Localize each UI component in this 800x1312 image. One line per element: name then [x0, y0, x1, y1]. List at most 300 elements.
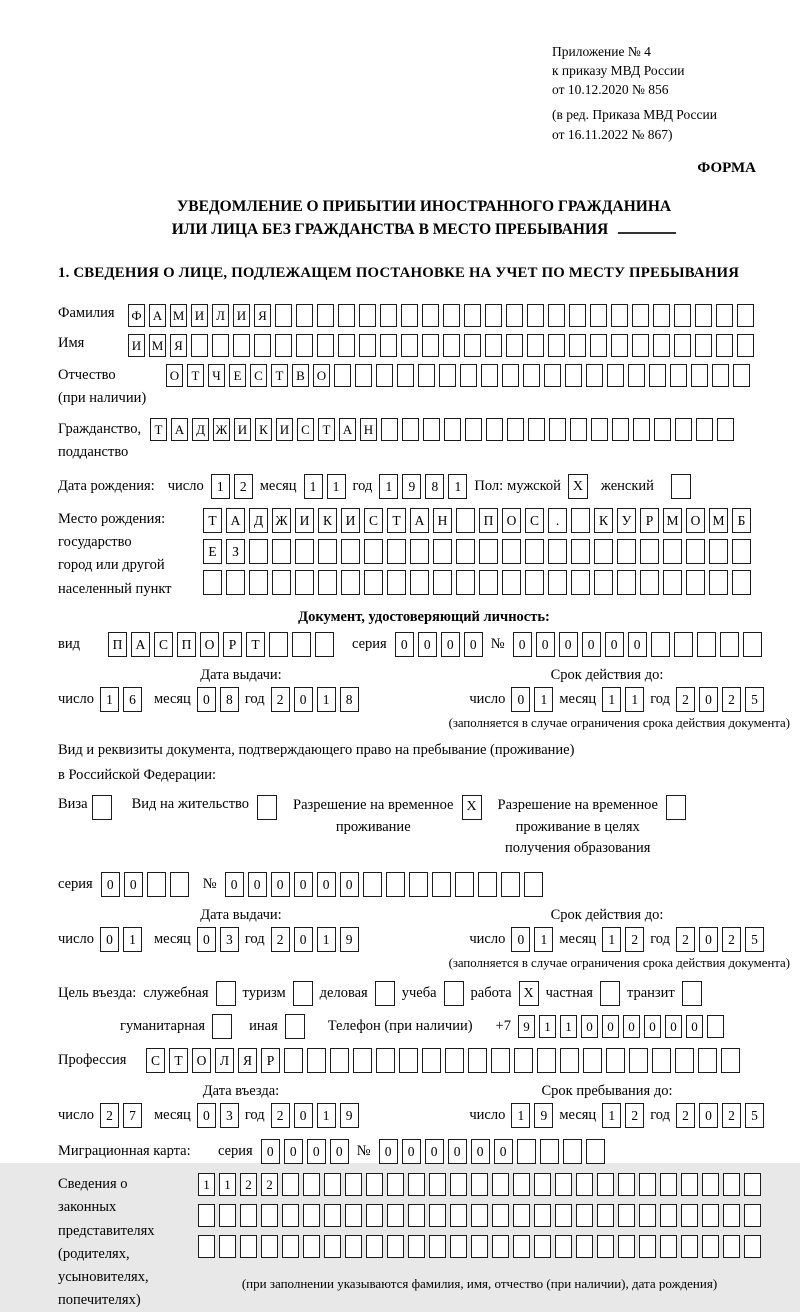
- char-box[interactable]: 1: [379, 474, 398, 499]
- char-box[interactable]: 0: [511, 687, 530, 712]
- char-box[interactable]: 0: [511, 927, 530, 952]
- char-box[interactable]: А: [339, 418, 356, 441]
- char-box[interactable]: 2: [100, 1103, 119, 1128]
- char-box[interactable]: X: [519, 981, 539, 1006]
- char-box[interactable]: [433, 539, 452, 564]
- char-box[interactable]: Ж: [213, 418, 230, 441]
- char-box[interactable]: 5: [745, 927, 764, 952]
- char-box[interactable]: 1: [602, 1103, 621, 1128]
- char-box[interactable]: 0: [605, 632, 624, 657]
- char-box[interactable]: [675, 418, 692, 441]
- purpose-official-checkbox[interactable]: [216, 981, 236, 1006]
- char-box[interactable]: [147, 872, 166, 897]
- purpose-other-checkbox[interactable]: [285, 1014, 305, 1039]
- char-box[interactable]: С: [297, 418, 314, 441]
- char-box[interactable]: [695, 304, 712, 327]
- char-box[interactable]: [691, 364, 708, 387]
- char-box[interactable]: Т: [271, 364, 288, 387]
- char-box[interactable]: О: [686, 508, 705, 533]
- char-box[interactable]: 1: [198, 1173, 215, 1196]
- char-box[interactable]: [670, 364, 687, 387]
- char-box[interactable]: [696, 418, 713, 441]
- char-box[interactable]: Ж: [272, 508, 291, 533]
- char-box[interactable]: [549, 418, 566, 441]
- char-box[interactable]: 0: [536, 632, 555, 657]
- char-box[interactable]: 0: [464, 632, 483, 657]
- char-box[interactable]: Т: [203, 508, 222, 533]
- char-box[interactable]: [555, 1173, 572, 1196]
- doc-number-boxes[interactable]: [513, 632, 762, 657]
- char-box[interactable]: [479, 570, 498, 595]
- char-box[interactable]: [275, 334, 292, 357]
- char-box[interactable]: [410, 570, 429, 595]
- char-box[interactable]: [444, 418, 461, 441]
- char-box[interactable]: [478, 872, 497, 897]
- char-box[interactable]: [633, 418, 650, 441]
- char-box[interactable]: 0: [100, 927, 119, 952]
- char-box[interactable]: [702, 1204, 719, 1227]
- birth-place-row2[interactable]: [203, 539, 751, 564]
- char-box[interactable]: [303, 1173, 320, 1196]
- char-box[interactable]: 2: [240, 1173, 257, 1196]
- char-box[interactable]: 0: [379, 1139, 398, 1164]
- char-box[interactable]: 1: [602, 927, 621, 952]
- char-box[interactable]: [401, 304, 418, 327]
- char-box[interactable]: [712, 364, 729, 387]
- permit-issue-day-boxes[interactable]: [100, 927, 142, 952]
- representatives-row2[interactable]: [198, 1204, 761, 1227]
- char-box[interactable]: [481, 364, 498, 387]
- char-box[interactable]: 3: [220, 927, 239, 952]
- char-box[interactable]: [363, 872, 382, 897]
- char-box[interactable]: [548, 334, 565, 357]
- char-box[interactable]: [732, 539, 751, 564]
- char-box[interactable]: А: [171, 418, 188, 441]
- char-box[interactable]: [686, 570, 705, 595]
- char-box[interactable]: П: [177, 632, 196, 657]
- surname-boxes[interactable]: [128, 304, 754, 327]
- char-box[interactable]: [422, 304, 439, 327]
- char-box[interactable]: 9: [518, 1015, 535, 1038]
- char-box[interactable]: [444, 981, 464, 1006]
- char-box[interactable]: И: [295, 508, 314, 533]
- char-box[interactable]: [282, 1235, 299, 1258]
- char-box[interactable]: [534, 1235, 551, 1258]
- char-box[interactable]: [464, 334, 481, 357]
- char-box[interactable]: 1: [317, 1103, 336, 1128]
- char-box[interactable]: [422, 1048, 441, 1073]
- char-box[interactable]: 0: [623, 1015, 640, 1038]
- sex-male-checkbox[interactable]: [568, 474, 588, 499]
- char-box[interactable]: [632, 334, 649, 357]
- char-box[interactable]: [653, 334, 670, 357]
- purpose-transit-checkbox[interactable]: [682, 981, 702, 1006]
- char-box[interactable]: 0: [582, 632, 601, 657]
- char-box[interactable]: Т: [246, 632, 265, 657]
- char-box[interactable]: [675, 1048, 694, 1073]
- char-box[interactable]: 0: [261, 1139, 280, 1164]
- char-box[interactable]: 9: [534, 1103, 553, 1128]
- char-box[interactable]: [517, 1139, 536, 1164]
- char-box[interactable]: [555, 1235, 572, 1258]
- char-box[interactable]: [261, 1235, 278, 1258]
- char-box[interactable]: [502, 539, 521, 564]
- char-box[interactable]: [233, 334, 250, 357]
- char-box[interactable]: 0: [330, 1139, 349, 1164]
- char-box[interactable]: Е: [203, 539, 222, 564]
- issue-year-boxes[interactable]: [271, 687, 359, 712]
- char-box[interactable]: [216, 981, 236, 1006]
- char-box[interactable]: [443, 304, 460, 327]
- char-box[interactable]: 0: [471, 1139, 490, 1164]
- char-box[interactable]: 2: [625, 1103, 644, 1128]
- char-box[interactable]: 1: [539, 1015, 556, 1038]
- char-box[interactable]: И: [128, 334, 145, 357]
- char-box[interactable]: 2: [676, 687, 695, 712]
- valid-day-boxes[interactable]: [511, 687, 553, 712]
- char-box[interactable]: [560, 1048, 579, 1073]
- char-box[interactable]: 5: [745, 1103, 764, 1128]
- char-box[interactable]: [455, 872, 474, 897]
- char-box[interactable]: [386, 872, 405, 897]
- char-box[interactable]: [686, 539, 705, 564]
- char-box[interactable]: [576, 1204, 593, 1227]
- char-box[interactable]: [330, 1048, 349, 1073]
- char-box[interactable]: [355, 364, 372, 387]
- char-box[interactable]: 2: [625, 927, 644, 952]
- char-box[interactable]: 1: [317, 687, 336, 712]
- char-box[interactable]: [743, 632, 762, 657]
- char-box[interactable]: 2: [234, 474, 253, 499]
- char-box[interactable]: [640, 539, 659, 564]
- char-box[interactable]: [537, 1048, 556, 1073]
- char-box[interactable]: 2: [676, 1103, 695, 1128]
- citizenship-boxes[interactable]: [150, 418, 734, 441]
- char-box[interactable]: [586, 364, 603, 387]
- char-box[interactable]: 0: [248, 872, 267, 897]
- char-box[interactable]: [450, 1173, 467, 1196]
- char-box[interactable]: [408, 1204, 425, 1227]
- char-box[interactable]: [364, 570, 383, 595]
- char-box[interactable]: [460, 364, 477, 387]
- char-box[interactable]: [628, 364, 645, 387]
- char-box[interactable]: А: [410, 508, 429, 533]
- char-box[interactable]: [295, 570, 314, 595]
- char-box[interactable]: 1: [327, 474, 346, 499]
- stay-year-boxes[interactable]: [676, 1103, 764, 1128]
- char-box[interactable]: [744, 1204, 761, 1227]
- char-box[interactable]: [345, 1204, 362, 1227]
- char-box[interactable]: [674, 334, 691, 357]
- char-box[interactable]: 1: [534, 927, 553, 952]
- char-box[interactable]: 0: [665, 1015, 682, 1038]
- char-box[interactable]: 1: [100, 687, 119, 712]
- stay-month-boxes[interactable]: [602, 1103, 644, 1128]
- char-box[interactable]: [640, 570, 659, 595]
- char-box[interactable]: [663, 539, 682, 564]
- char-box[interactable]: Т: [318, 418, 335, 441]
- char-box[interactable]: А: [149, 304, 166, 327]
- char-box[interactable]: X: [462, 795, 482, 820]
- char-box[interactable]: [576, 1235, 593, 1258]
- char-box[interactable]: [318, 570, 337, 595]
- migration-series-boxes[interactable]: [261, 1139, 349, 1164]
- char-box[interactable]: [527, 304, 544, 327]
- char-box[interactable]: 2: [271, 687, 290, 712]
- char-box[interactable]: [429, 1173, 446, 1196]
- char-box[interactable]: 0: [124, 872, 143, 897]
- char-box[interactable]: [721, 1048, 740, 1073]
- char-box[interactable]: [501, 872, 520, 897]
- char-box[interactable]: М: [663, 508, 682, 533]
- char-box[interactable]: [409, 872, 428, 897]
- char-box[interactable]: [359, 334, 376, 357]
- char-box[interactable]: [397, 364, 414, 387]
- char-box[interactable]: Б: [732, 508, 751, 533]
- char-box[interactable]: 8: [425, 474, 444, 499]
- char-box[interactable]: [513, 1173, 530, 1196]
- char-box[interactable]: [285, 1014, 305, 1039]
- char-box[interactable]: 8: [340, 687, 359, 712]
- char-box[interactable]: [324, 1204, 341, 1227]
- char-box[interactable]: [607, 364, 624, 387]
- char-box[interactable]: С: [525, 508, 544, 533]
- char-box[interactable]: [275, 304, 292, 327]
- char-box[interactable]: 2: [271, 1103, 290, 1128]
- char-box[interactable]: [744, 1235, 761, 1258]
- char-box[interactable]: 0: [581, 1015, 598, 1038]
- char-box[interactable]: [334, 364, 351, 387]
- char-box[interactable]: 1: [560, 1015, 577, 1038]
- char-box[interactable]: П: [479, 508, 498, 533]
- char-box[interactable]: 0: [602, 1015, 619, 1038]
- char-box[interactable]: [296, 334, 313, 357]
- char-box[interactable]: З: [226, 539, 245, 564]
- char-box[interactable]: [422, 334, 439, 357]
- char-box[interactable]: Н: [433, 508, 452, 533]
- char-box[interactable]: 0: [294, 687, 313, 712]
- char-box[interactable]: 0: [699, 1103, 718, 1128]
- char-box[interactable]: [317, 304, 334, 327]
- char-box[interactable]: 1: [448, 474, 467, 499]
- char-box[interactable]: 0: [294, 1103, 313, 1128]
- char-box[interactable]: И: [276, 418, 293, 441]
- char-box[interactable]: [571, 570, 590, 595]
- stay-day-boxes[interactable]: [511, 1103, 553, 1128]
- doc-series-boxes[interactable]: [395, 632, 483, 657]
- char-box[interactable]: [674, 304, 691, 327]
- char-box[interactable]: [716, 334, 733, 357]
- birth-place-row3[interactable]: [203, 570, 751, 595]
- issue-day-boxes[interactable]: [100, 687, 142, 712]
- char-box[interactable]: [618, 1204, 635, 1227]
- char-box[interactable]: [492, 1173, 509, 1196]
- char-box[interactable]: [654, 418, 671, 441]
- char-box[interactable]: [702, 1173, 719, 1196]
- char-box[interactable]: [506, 304, 523, 327]
- char-box[interactable]: С: [146, 1048, 165, 1073]
- char-box[interactable]: [618, 1173, 635, 1196]
- char-box[interactable]: 0: [395, 632, 414, 657]
- char-box[interactable]: И: [341, 508, 360, 533]
- char-box[interactable]: [376, 1048, 395, 1073]
- char-box[interactable]: К: [318, 508, 337, 533]
- char-box[interactable]: О: [313, 364, 330, 387]
- char-box[interactable]: [468, 1048, 487, 1073]
- char-box[interactable]: 6: [123, 687, 142, 712]
- char-box[interactable]: Р: [223, 632, 242, 657]
- char-box[interactable]: 9: [402, 474, 421, 499]
- char-box[interactable]: 0: [317, 872, 336, 897]
- char-box[interactable]: [666, 795, 686, 820]
- char-box[interactable]: 1: [511, 1103, 530, 1128]
- char-box[interactable]: [594, 570, 613, 595]
- char-box[interactable]: 0: [699, 687, 718, 712]
- char-box[interactable]: Я: [170, 334, 187, 357]
- representatives-row3[interactable]: [198, 1235, 761, 1258]
- char-box[interactable]: [465, 418, 482, 441]
- char-box[interactable]: [594, 539, 613, 564]
- char-box[interactable]: [639, 1235, 656, 1258]
- char-box[interactable]: [303, 1235, 320, 1258]
- char-box[interactable]: 0: [494, 1139, 513, 1164]
- purpose-tourism-checkbox[interactable]: [293, 981, 313, 1006]
- char-box[interactable]: [555, 1204, 572, 1227]
- char-box[interactable]: [433, 570, 452, 595]
- char-box[interactable]: 0: [197, 927, 216, 952]
- char-box[interactable]: 1: [602, 687, 621, 712]
- char-box[interactable]: [544, 364, 561, 387]
- char-box[interactable]: [611, 334, 628, 357]
- char-box[interactable]: [380, 304, 397, 327]
- char-box[interactable]: 0: [448, 1139, 467, 1164]
- char-box[interactable]: 0: [441, 632, 460, 657]
- char-box[interactable]: [212, 334, 229, 357]
- char-box[interactable]: [652, 1048, 671, 1073]
- char-box[interactable]: [380, 334, 397, 357]
- representatives-row1[interactable]: [198, 1173, 761, 1196]
- char-box[interactable]: [548, 304, 565, 327]
- char-box[interactable]: [723, 1204, 740, 1227]
- char-box[interactable]: [697, 632, 716, 657]
- char-box[interactable]: 0: [101, 872, 120, 897]
- char-box[interactable]: [429, 1235, 446, 1258]
- char-box[interactable]: [606, 1048, 625, 1073]
- char-box[interactable]: [418, 364, 435, 387]
- char-box[interactable]: 5: [745, 687, 764, 712]
- char-box[interactable]: [282, 1173, 299, 1196]
- char-box[interactable]: [597, 1204, 614, 1227]
- char-box[interactable]: [695, 334, 712, 357]
- char-box[interactable]: [364, 539, 383, 564]
- char-box[interactable]: О: [192, 1048, 211, 1073]
- char-box[interactable]: [387, 1173, 404, 1196]
- char-box[interactable]: [191, 334, 208, 357]
- char-box[interactable]: Р: [261, 1048, 280, 1073]
- char-box[interactable]: И: [191, 304, 208, 327]
- char-box[interactable]: [198, 1235, 215, 1258]
- phone-boxes[interactable]: [518, 1015, 724, 1038]
- char-box[interactable]: [402, 418, 419, 441]
- char-box[interactable]: [720, 632, 739, 657]
- char-box[interactable]: [663, 570, 682, 595]
- char-box[interactable]: 2: [722, 927, 741, 952]
- char-box[interactable]: Я: [254, 304, 271, 327]
- char-box[interactable]: [491, 1048, 510, 1073]
- char-box[interactable]: [570, 418, 587, 441]
- temp-permit-checkbox[interactable]: [462, 795, 482, 820]
- sex-female-checkbox[interactable]: [671, 474, 691, 499]
- char-box[interactable]: Т: [169, 1048, 188, 1073]
- char-box[interactable]: 9: [340, 1103, 359, 1128]
- birth-day-boxes[interactable]: [211, 474, 253, 499]
- char-box[interactable]: 0: [699, 927, 718, 952]
- char-box[interactable]: [269, 632, 288, 657]
- char-box[interactable]: [534, 1173, 551, 1196]
- char-box[interactable]: М: [709, 508, 728, 533]
- char-box[interactable]: [439, 364, 456, 387]
- char-box[interactable]: 3: [220, 1103, 239, 1128]
- char-box[interactable]: [524, 872, 543, 897]
- char-box[interactable]: [338, 334, 355, 357]
- char-box[interactable]: [445, 1048, 464, 1073]
- char-box[interactable]: К: [255, 418, 272, 441]
- char-box[interactable]: [586, 1139, 605, 1164]
- char-box[interactable]: [249, 570, 268, 595]
- char-box[interactable]: [429, 1204, 446, 1227]
- permit-number-boxes[interactable]: [225, 872, 543, 897]
- char-box[interactable]: Т: [187, 364, 204, 387]
- char-box[interactable]: .: [548, 508, 567, 533]
- char-box[interactable]: [485, 334, 502, 357]
- char-box[interactable]: [597, 1235, 614, 1258]
- char-box[interactable]: Е: [229, 364, 246, 387]
- birth-month-boxes[interactable]: [304, 474, 346, 499]
- visa-checkbox[interactable]: [92, 795, 112, 820]
- char-box[interactable]: [618, 1235, 635, 1258]
- char-box[interactable]: [479, 539, 498, 564]
- char-box[interactable]: С: [364, 508, 383, 533]
- char-box[interactable]: [345, 1235, 362, 1258]
- char-box[interactable]: [254, 334, 271, 357]
- char-box[interactable]: [660, 1235, 677, 1258]
- char-box[interactable]: [682, 981, 702, 1006]
- migration-number-boxes[interactable]: [379, 1139, 605, 1164]
- char-box[interactable]: [486, 418, 503, 441]
- char-box[interactable]: [170, 872, 189, 897]
- char-box[interactable]: 1: [219, 1173, 236, 1196]
- char-box[interactable]: [432, 872, 451, 897]
- char-box[interactable]: [471, 1204, 488, 1227]
- char-box[interactable]: [284, 1048, 303, 1073]
- char-box[interactable]: [353, 1048, 372, 1073]
- char-box[interactable]: [723, 1173, 740, 1196]
- char-box[interactable]: [527, 334, 544, 357]
- char-box[interactable]: [681, 1235, 698, 1258]
- char-box[interactable]: [571, 539, 590, 564]
- char-box[interactable]: [600, 981, 620, 1006]
- char-box[interactable]: [632, 304, 649, 327]
- char-box[interactable]: Л: [215, 1048, 234, 1073]
- char-box[interactable]: [366, 1173, 383, 1196]
- char-box[interactable]: [318, 539, 337, 564]
- patronymic-boxes[interactable]: [166, 364, 750, 387]
- char-box[interactable]: [717, 418, 734, 441]
- char-box[interactable]: [464, 304, 481, 327]
- char-box[interactable]: [674, 632, 693, 657]
- char-box[interactable]: [733, 364, 750, 387]
- permit-series-boxes[interactable]: [101, 872, 189, 897]
